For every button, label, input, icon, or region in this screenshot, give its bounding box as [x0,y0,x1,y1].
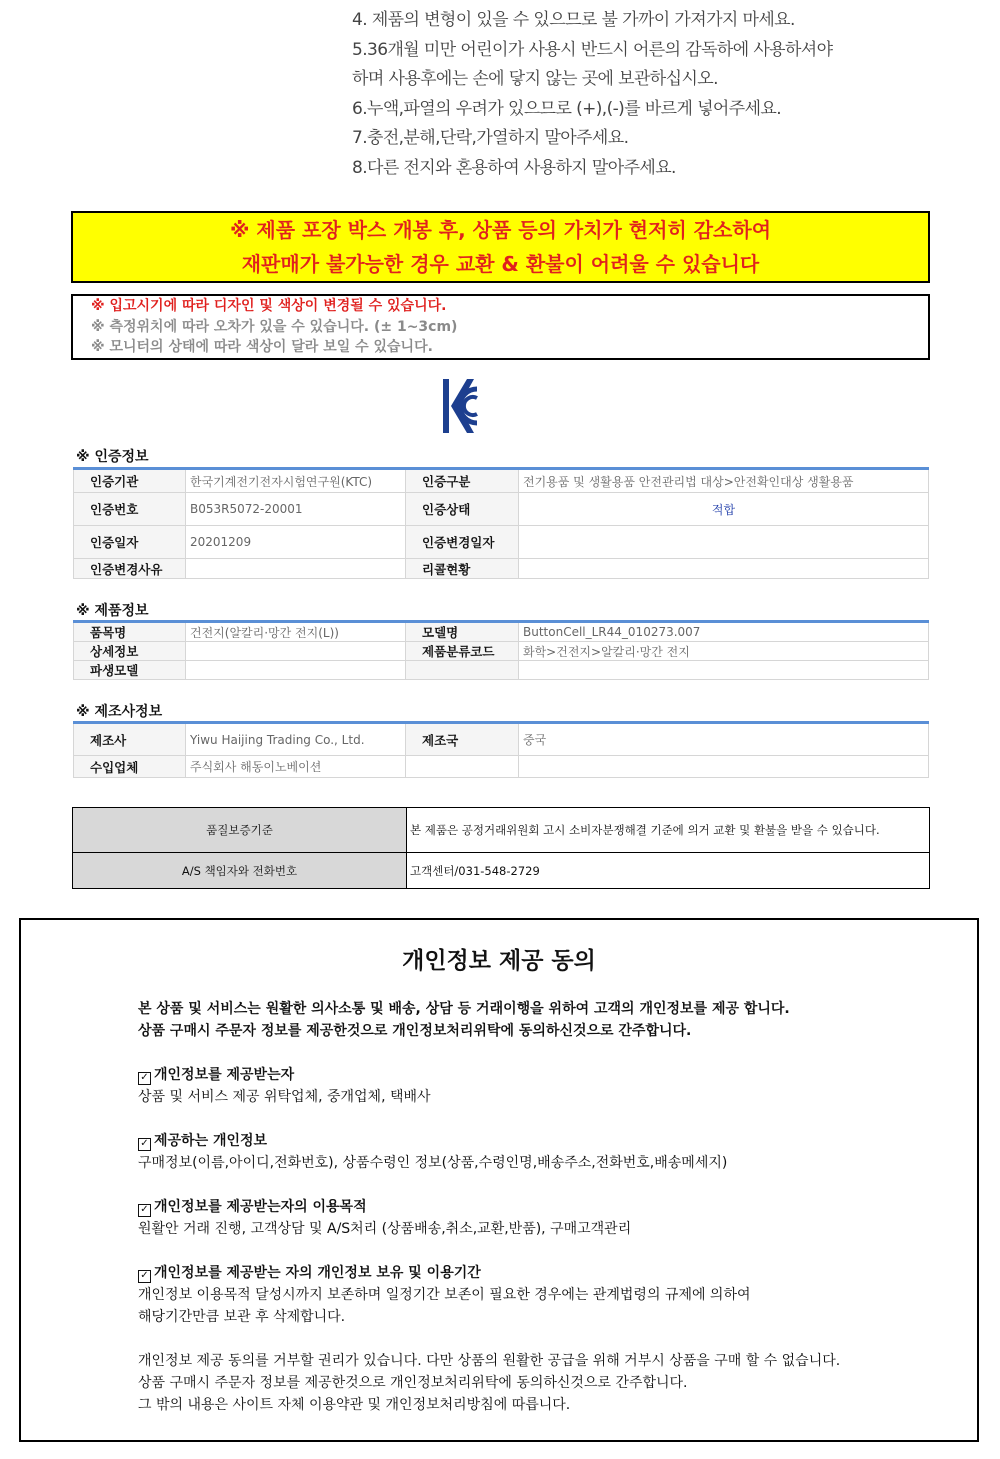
privacy-body [138,998,958,1416]
quality-as-table [72,807,930,889]
checkbox-icon: ✓ [138,1270,151,1283]
cell-value [519,559,929,579]
cell-label: 수입업체 [74,756,186,778]
cell-value: 주식회사 해동이노베이션 [186,756,406,778]
design-change-note: ※ 입고시기에 따라 디자인 및 색상이 변경될 수 있습니다. [91,298,447,314]
table-row [73,853,930,889]
cell-value: ButtonCell_LR44_010273.007 [519,622,929,642]
cell-value [186,642,406,661]
privacy-section-body: 상품 및 서비스 제공 위탁업체, 중개업체, 택배사 [138,1089,431,1105]
as-contact-value: 고객센터/031-548-2729 [407,853,930,889]
cell-label: 리콜현황 [406,559,519,579]
cell-label [406,756,519,778]
product-section-title: ※ 제품정보 [76,603,149,619]
safety-note: 6.누액,파열의 우려가 있으므로 (+),(-)를 바르게 넣어주세요. [352,98,782,119]
product-info-table [73,620,929,680]
privacy-section-body: 개인정보 이용목적 달성시까지 보존하며 일정기간 보존이 필요한 경우에는 관계법령의 규제에 의하여 [138,1287,751,1303]
cell-value [186,661,406,680]
safety-note: 7.충전,분해,단락,가열하지 말아주세요. [352,128,629,148]
cell-label: 파생모델 [74,661,186,680]
cell-label: 인증일자 [74,526,186,559]
cell-value: 한국기계전기전자시험연구원(KTC) [186,469,406,493]
cell-value: 건전지(알칼리·망간 전지(L)) [186,622,406,642]
privacy-title: 개인정보 제공 동의 [402,948,596,974]
cell-value: 화학>건전지>알칼리·망간 전지 [519,642,929,661]
maker-section-title: ※ 제조사정보 [76,704,163,720]
cell-label: 인증구분 [406,469,519,493]
cell-value [519,661,929,680]
cell-label: 인증변경사유 [74,559,186,579]
privacy-intro: 본 상품 및 서비스는 원활한 의사소통 및 배송, 상담 등 거래이행을 위하여 고객의 개인정보를 제공 합니다. [138,1001,790,1017]
cell-value: B053R5072-20001 [186,493,406,526]
cell-label: 인증변경일자 [406,526,519,559]
privacy-section-head: ✓ 개인정보를 제공받는자의 이용목적 [138,1196,958,1218]
checkbox-icon: ✓ [138,1138,151,1151]
warning-line: 재판매가 불가능한 경우 교환 & 환불이 어려울 수 있습니다 [241,252,760,276]
privacy-section-body: 해당기간만큼 보관 후 삭제합니다. [138,1309,346,1325]
quality-standard-value: 본 제품은 공정거래위원회 고시 소비자분쟁해결 기준에 의거 교환 및 환불을 받을 수 있습니다. [407,808,930,853]
table-row [74,493,929,526]
cell-value [186,559,406,579]
cell-value: Yiwu Haijing Trading Co., Ltd. [186,723,406,756]
cell-label: 제품분류코드 [406,642,519,661]
cell-label: 인증번호 [74,493,186,526]
kc-certification-icon [441,377,479,435]
privacy-intro: 상품 구매시 주문자 정보를 제공한것으로 개인정보처리위탁에 동의하신것으로 간주합니다. [138,1023,692,1039]
safety-note: 8.다른 전지와 혼용하여 사용하지 말아주세요. [352,157,676,178]
product-notes-box [71,294,930,360]
cell-label: 품목명 [74,622,186,642]
privacy-section-head: ✓ 개인정보를 제공받는자 [138,1064,958,1086]
privacy-outro: 개인정보 제공 동의를 거부할 권리가 있습니다. 다만 상품의 원활한 공급을 위해 거부시 상품을 구매 할 수 없습니다. [138,1353,841,1369]
checkbox-icon: ✓ [138,1204,151,1217]
refund-warning-box [71,211,930,283]
cert-status-value: 적합 [519,493,929,526]
cell-value [519,526,929,559]
safety-notes [352,6,952,183]
cell-value: 중국 [519,723,929,756]
table-row [74,756,929,778]
privacy-section-body: 구매정보(이름,아이디,전화번호), 상품수령인 정보(상품,수령인명,배송주소,전화번호,배송메세지) [138,1155,728,1171]
measurement-note: ※ 측정위치에 따라 오차가 있을 수 있습니다. (± 1~3cm) [91,318,458,335]
table-row [74,622,929,642]
cell-label: 인증기관 [74,469,186,493]
monitor-color-note: ※ 모니터의 상태에 따라 색상이 달라 보일 수 있습니다. [91,339,433,355]
privacy-consent-box [19,918,979,1442]
table-row [74,642,929,661]
table-row [74,661,929,680]
cell-label [406,661,519,680]
privacy-outro: 상품 구매시 주문자 정보를 제공한것으로 개인정보처리위탁에 동의하신것으로 간주합니다. [138,1375,688,1391]
privacy-outro: 그 밖의 내용은 사이트 자체 이용약관 및 개인정보처리방침에 따릅니다. [138,1397,571,1413]
cert-section-title: ※ 인증정보 [76,449,149,465]
checkbox-icon: ✓ [138,1072,151,1085]
cell-label: 제조국 [406,723,519,756]
cell-label: 모델명 [406,622,519,642]
cell-value: 전기용품 및 생활용품 안전관리법 대상>안전확인대상 생활용품 [519,469,929,493]
warning-line: ※ 제품 포장 박스 개봉 후, 상품 등의 가치가 현저히 감소하여 [229,218,772,242]
safety-note: 4. 제품의 변형이 있을 수 있으므로 불 가까이 가져가지 마세요. [352,10,795,30]
cell-label: 제조사 [74,723,186,756]
cell-label: 상세정보 [74,642,186,661]
as-contact-label: A/S 책임자와 전화번호 [73,853,407,889]
privacy-section-head: ✓ 개인정보를 제공받는 자의 개인정보 보유 및 이용기간 [138,1262,958,1284]
table-row [74,723,929,756]
maker-info-table [73,721,929,778]
quality-standard-label: 품질보증기준 [73,808,407,853]
cell-label: 인증상태 [406,493,519,526]
table-row [74,469,929,493]
safety-note: 5.36개월 미만 어린이가 사용시 반드시 어른의 감독하에 사용하셔야 [352,39,833,60]
privacy-section-head: ✓ 제공하는 개인정보 [138,1130,958,1152]
privacy-section-body: 원활안 거래 진행, 고객상담 및 A/S처리 (상품배송,취소,교환,반품), 구매고객관리 [138,1221,632,1237]
cell-value: 20201209 [186,526,406,559]
safety-note: 하며 사용후에는 손에 닿지 않는 곳에 보관하십시오. [352,69,718,89]
table-row [74,559,929,579]
table-row [74,526,929,559]
cell-value [519,756,929,778]
cert-info-table [73,467,929,579]
table-row [73,808,930,853]
